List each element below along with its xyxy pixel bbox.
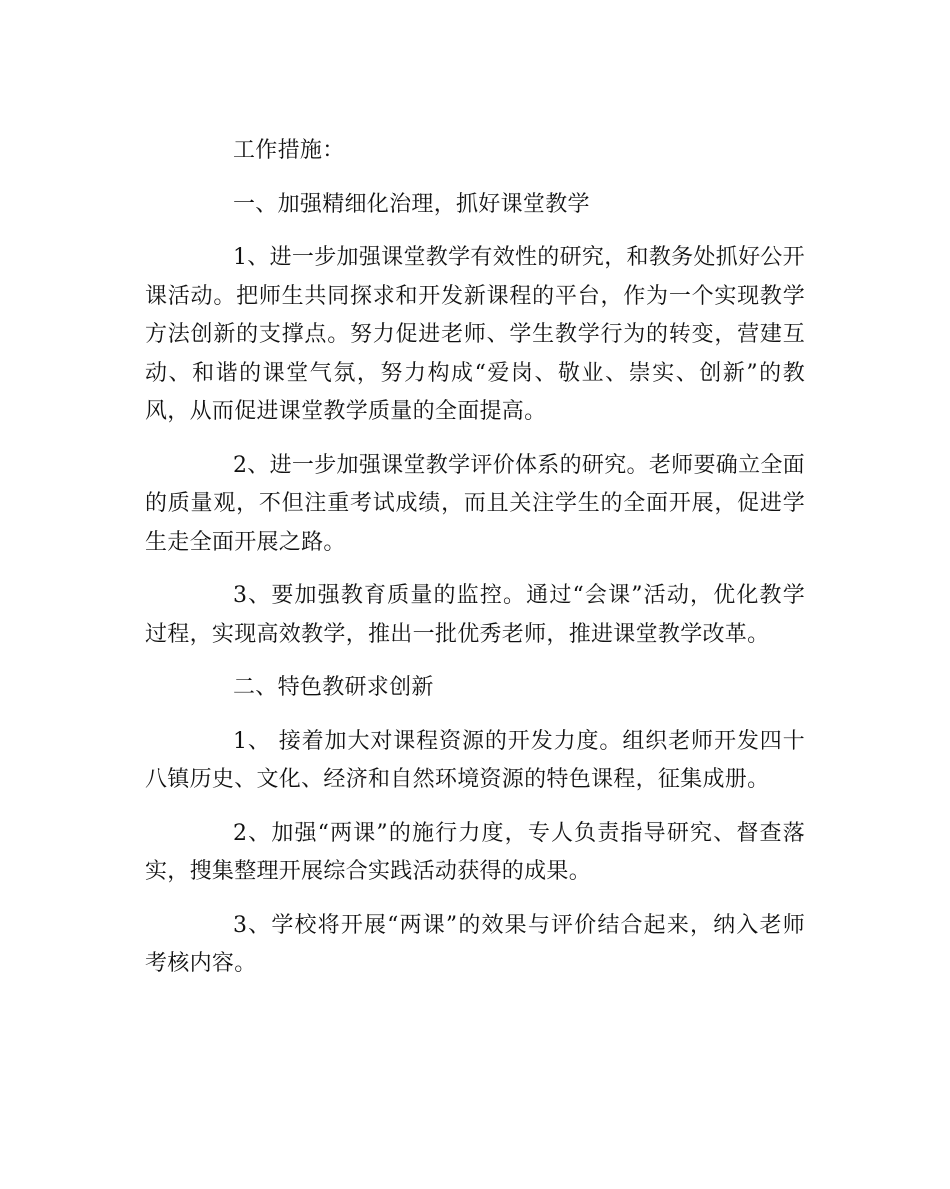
paragraph: 3、要加强教育质量的监控。通过“会课”活动，优化教学过程，实现高效教学，推出一批优秀老师，推进课堂教学改革。 [145, 583, 805, 647]
paragraph: 1、进一步加强课堂教学有效性的研究，和教务处抓好公开课活动。把师生共同探求和开发新课程的平台，作为一个实现教学方法创新的支撑点。努力促进老师、学生教学行为的转变，营建互动、和谐的课堂气氛，努力构成“爱岗、敬业、崇实、创新”的教风，从而促进课堂教学质量的全面提高。 [145, 245, 805, 424]
section-two-heading: 二、特色教研求创新 [233, 675, 434, 700]
section-intro-heading: 工作措施： [233, 138, 345, 163]
paragraph: 2、加强“两课”的施行力度，专人负责指导研究、督查落实，搜集整理开展综合实践活动获得的成果。 [145, 820, 805, 884]
paragraph: 1、 接着加大对课程资源的开发力度。组织老师开发四十八镇历史、文化、经济和自然环境资源的特色课程，征集成册。 [145, 728, 805, 792]
paragraph: 3、学校将开展“两课”的效果与评价结合起来，纳入老师考核内容。 [145, 912, 805, 976]
paragraph: 2、进一步加强课堂教学评价体系的研究。老师要确立全面的质量观，不但注重考试成绩，而且关注学生的全面开展，促进学生走全面开展之路。 [145, 452, 805, 555]
document-body [145, 132, 805, 999]
section-one-heading: 一、加强精细化治理，抓好课堂教学 [233, 191, 590, 217]
